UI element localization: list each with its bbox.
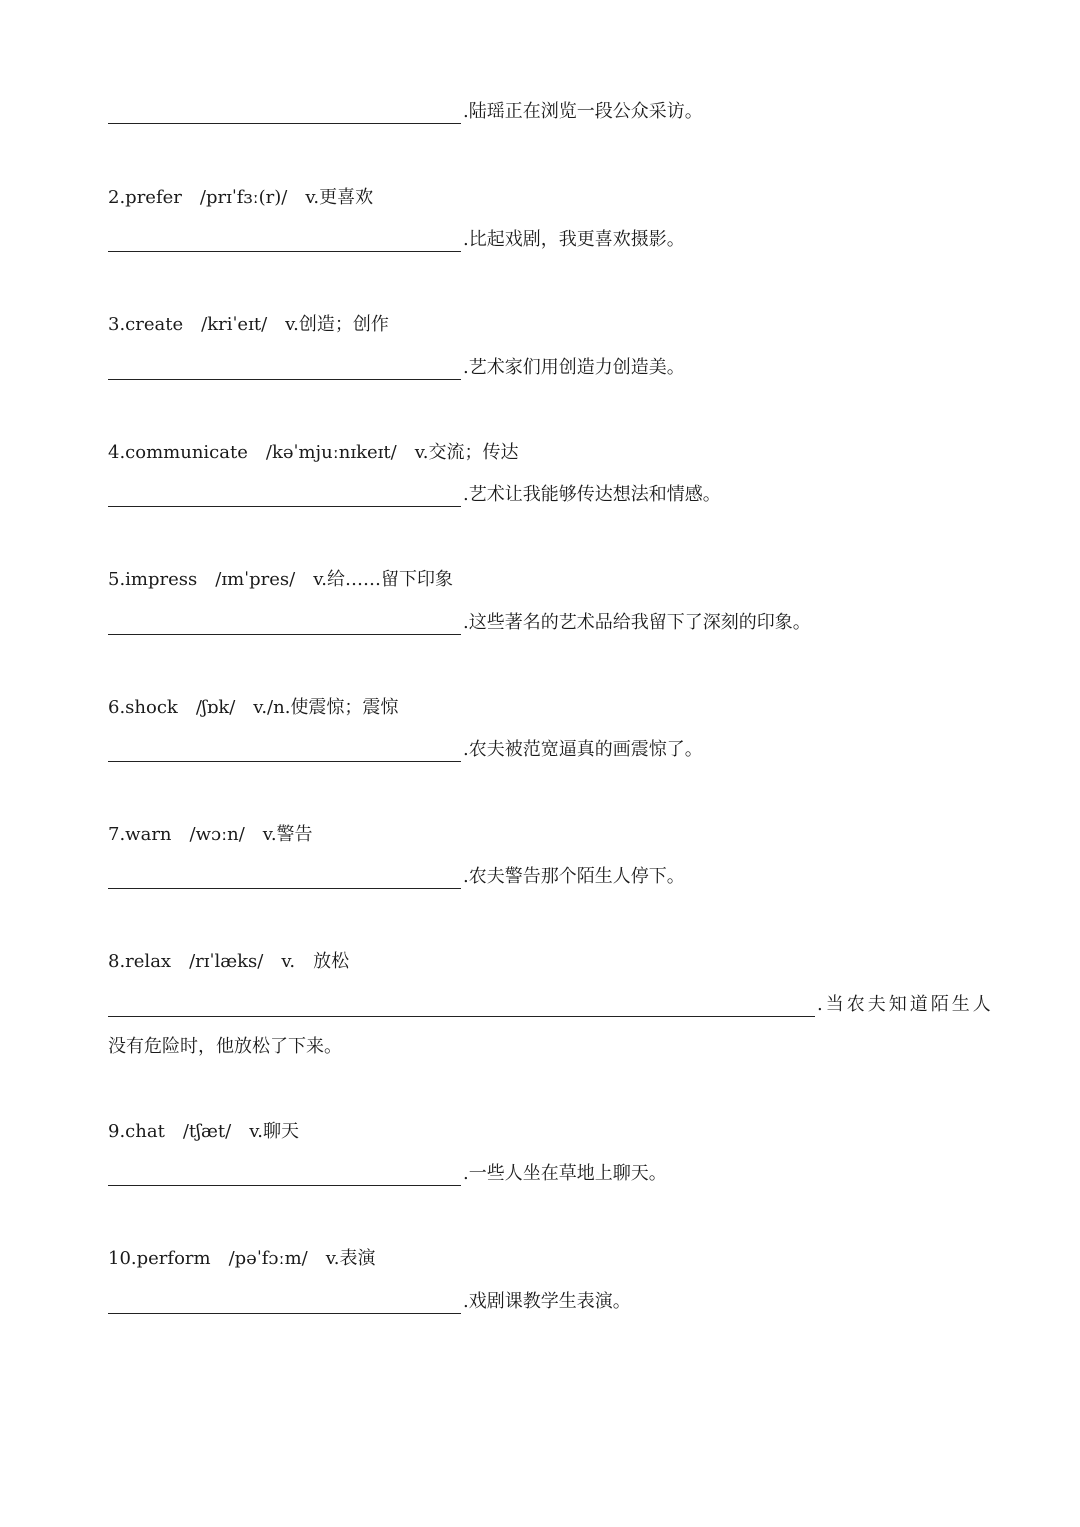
vocab-head-5	[108, 568, 453, 592]
vocab-word: 8.relax	[108, 951, 172, 972]
sentence-text-4: .艺术让我能够传达想法和情感。	[463, 484, 721, 505]
answer-blank-9[interactable]	[108, 1167, 461, 1186]
sentence-line-1	[108, 100, 703, 124]
vocab-meaning: v.创造；创作	[285, 314, 389, 335]
vocab-head-10	[108, 1247, 375, 1271]
vocab-meaning: v.给……留下印象	[313, 569, 453, 590]
vocab-head-6	[108, 696, 398, 720]
sentence-line-2	[108, 228, 685, 252]
sentence-line-8	[108, 993, 994, 1017]
answer-blank-1[interactable]	[108, 105, 461, 124]
sentence-text-5: .这些著名的艺术品给我留下了深刻的印象。	[463, 612, 811, 633]
sentence-text-10: .戏剧课教学生表演。	[463, 1291, 631, 1312]
vocab-head-4	[108, 441, 518, 465]
sentence-line-9	[108, 1162, 667, 1186]
vocab-meaning: v.表演	[325, 1248, 376, 1269]
vocab-word: 7.warn	[108, 824, 172, 845]
answer-blank-10[interactable]	[108, 1295, 461, 1314]
vocab-phonetic: /wɔːn/	[189, 824, 245, 845]
answer-blank-7[interactable]	[108, 870, 461, 889]
answer-blank-4[interactable]	[108, 488, 461, 507]
vocab-head-9	[108, 1120, 299, 1144]
vocab-word: 3.create	[108, 314, 184, 335]
sentence-text-6: .农夫被范宽逼真的画震惊了。	[463, 739, 703, 760]
sentence-line-5	[108, 611, 811, 635]
vocab-phonetic: /ʃɒk/	[195, 697, 236, 718]
vocab-meaning: v./n.使震惊；震惊	[253, 697, 399, 718]
sentence-line-7	[108, 865, 685, 889]
sentence-text-2: .比起戏剧，我更喜欢摄影。	[463, 229, 685, 250]
vocab-meaning: v.更喜欢	[305, 187, 374, 208]
vocab-head-2	[108, 186, 373, 210]
vocab-phonetic: /rɪˈlæks/	[189, 951, 264, 972]
sentence-text-9: .一些人坐在草地上聊天。	[463, 1163, 667, 1184]
vocab-phonetic: /ɪmˈpres/	[215, 569, 296, 590]
vocab-head-3	[108, 313, 389, 337]
sentence-line-10	[108, 1290, 631, 1314]
answer-blank-5[interactable]	[108, 616, 461, 635]
vocab-word: 6.shock	[108, 697, 178, 718]
vocab-meaning: v. 放松	[281, 951, 350, 972]
vocab-phonetic: /prɪˈfɜː(r)/	[199, 187, 288, 208]
sentence-text-1: .陆瑶正在浏览一段公众采访。	[463, 101, 703, 122]
answer-blank-3[interactable]	[108, 361, 461, 380]
answer-blank-6[interactable]	[108, 743, 461, 762]
sentence-text-8: .当农夫知道陌生人	[817, 994, 994, 1015]
vocab-meaning: v.聊天	[249, 1121, 299, 1142]
vocab-word: 4.communicate	[108, 442, 248, 463]
vocab-word: 2.prefer	[108, 187, 182, 208]
sentence-line-6	[108, 738, 703, 762]
vocab-word: 5.impress	[108, 569, 198, 590]
sentence-text-3: .艺术家们用创造力创造美。	[463, 357, 685, 378]
vocab-meaning: v.警告	[262, 824, 313, 845]
vocab-phonetic: /tʃæt/	[182, 1121, 232, 1142]
sentence-line-8-cont	[108, 1035, 342, 1059]
vocab-phonetic: /kəˈmjuːnɪkeɪt/	[265, 442, 397, 463]
vocab-meaning: v.交流；传达	[414, 442, 519, 463]
sentence-line-4	[108, 483, 721, 507]
vocab-head-7	[108, 823, 313, 847]
answer-blank-2[interactable]	[108, 233, 461, 252]
vocab-word: 9.chat	[108, 1121, 165, 1142]
answer-blank-8[interactable]	[108, 998, 815, 1017]
sentence-text-7: .农夫警告那个陌生人停下。	[463, 866, 685, 887]
vocab-phonetic: /pəˈfɔːm/	[228, 1248, 308, 1269]
vocab-phonetic: /kriˈeɪt/	[201, 314, 268, 335]
sentence-line-3	[108, 356, 685, 380]
vocab-head-8	[108, 950, 349, 974]
vocab-word: 10.perform	[108, 1248, 211, 1269]
sentence-text-8-cont: 没有危险时，他放松了下来。	[108, 1036, 342, 1057]
